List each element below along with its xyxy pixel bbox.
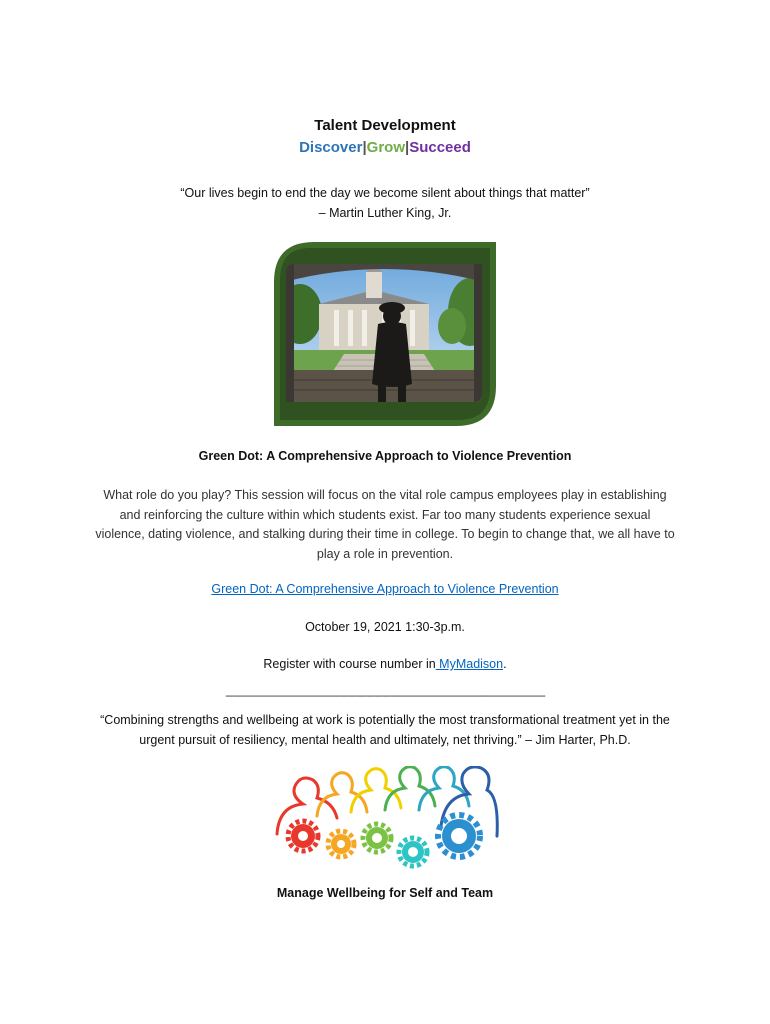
tagline-grow: Grow — [366, 139, 405, 156]
mlk-quote — [0, 183, 770, 223]
event-link[interactable]: Green Dot: A Comprehensive Approach to Violence Prevention — [211, 582, 559, 596]
event-description: What role do you play? This session will focus on the vital role campus employees play in establishing and reinforcing the culture within which students exist. Far too many students experience sexual violence, dating violence, and stalking during their time in college. To begin to change that, we all have to play a role in prevention. — [95, 488, 675, 561]
gear-icon — [363, 824, 391, 852]
tagline-separator: | — [362, 139, 367, 156]
tagline — [0, 139, 770, 156]
divider: ------------------------------------------------------------------------------------------------------------------------ — [225, 690, 545, 702]
tagline-succeed: Succeed — [409, 139, 471, 156]
gear-icon — [399, 838, 427, 866]
gear-icon — [328, 831, 354, 857]
mlk-quote-attribution: – Martin Luther King, Jr. — [318, 206, 452, 220]
mlk-quote-text: “Our lives begin to end the day we become silent about things that matter” — [180, 186, 590, 200]
wellbeing-title: Manage Wellbeing for Self and Team — [276, 886, 494, 900]
register-text: Register with course number in — [263, 657, 436, 671]
tagline-discover: Discover — [299, 139, 363, 156]
page-title: Talent Development — [314, 117, 456, 134]
harter-quote: “Combining strengths and wellbeing at work is potentially the most transformational treatment yet in the urgent pursuit of resiliency, mental health and ultimately, net thriving.” – Jim Harter, Ph.D. — [100, 713, 670, 747]
event-title: Green Dot: A Comprehensive Approach to Violence Prevention — [198, 449, 572, 463]
campus-photo — [274, 242, 496, 426]
event-link-line — [0, 582, 770, 596]
tagline-separator: | — [405, 139, 410, 156]
mymadison-link[interactable]: MyMadison — [435, 657, 504, 671]
register-line — [0, 657, 770, 671]
gear-icon — [438, 815, 480, 857]
register-suffix: . — [503, 657, 507, 671]
gear-icon — [288, 821, 318, 851]
event-date: October 19, 2021 1:30-3p.m. — [305, 620, 465, 634]
wellbeing-gears-illustration — [273, 766, 499, 874]
